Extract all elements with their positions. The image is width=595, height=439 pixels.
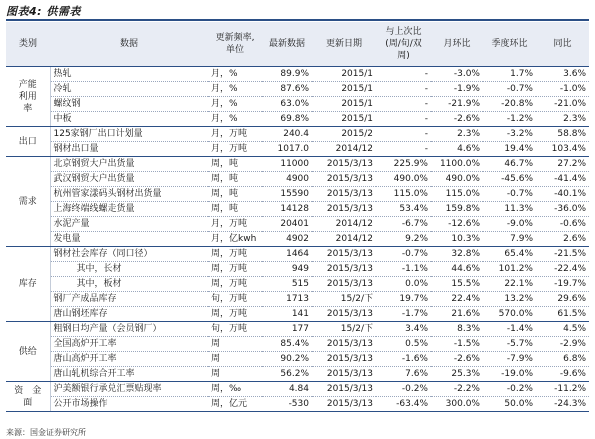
cell-frequency-unit: 月，% xyxy=(208,67,262,82)
column-header: 季度环比 xyxy=(483,22,536,67)
cell-frequency-unit: 周，吨 xyxy=(208,157,262,172)
cell-update-date: 2015/3/13 xyxy=(312,397,376,412)
cell-item-name: 唐山高炉开工率 xyxy=(50,352,208,367)
cell-latest-value: 1713 xyxy=(262,292,312,307)
cell-yoy: -19.7% xyxy=(536,277,589,292)
column-header: 与上次比 (周/旬/双 周) xyxy=(376,22,431,67)
table-row xyxy=(6,247,589,262)
cell-update-date: 2015/1 xyxy=(312,97,376,112)
cell-item-name: 其中，板材 xyxy=(50,277,208,292)
cell-mom: -21.9% xyxy=(431,97,483,112)
cell-frequency-unit: 周，万吨 xyxy=(208,277,262,292)
cell-item-name: 杭州管家漾码头钢材出货量 xyxy=(50,187,208,202)
cell-mom: 4.6% xyxy=(431,142,483,157)
cell-latest-value: 4900 xyxy=(262,172,312,187)
cell-latest-value: 87.6% xyxy=(262,82,312,97)
cell-mom: 32.8% xyxy=(431,247,483,262)
cell-qoq: -7.9% xyxy=(483,352,536,367)
cell-latest-value: 949 xyxy=(262,262,312,277)
cell-update-date: 2014/12 xyxy=(312,217,376,232)
table-row xyxy=(6,232,589,247)
cell-yoy: -11.2% xyxy=(536,382,589,397)
category-cell: 资 金 面 xyxy=(6,382,50,412)
cell-latest-value: 90.2% xyxy=(262,352,312,367)
table-row xyxy=(6,187,589,202)
cell-yoy: -40.1% xyxy=(536,187,589,202)
cell-yoy: 2.6% xyxy=(536,232,589,247)
cell-vs-last: -1.1% xyxy=(376,262,431,277)
table-row xyxy=(6,337,589,352)
cell-vs-last: 225.9% xyxy=(376,157,431,172)
cell-item-name: 武汉钢贸大户出货量 xyxy=(50,172,208,187)
cell-update-date: 2015/3/13 xyxy=(312,337,376,352)
cell-item-name: 唐山轧机综合开工率 xyxy=(50,367,208,382)
cell-item-name: 热轧 xyxy=(50,67,208,82)
cell-yoy: 6.8% xyxy=(536,352,589,367)
cell-mom: 1100.0% xyxy=(431,157,483,172)
cell-item-name: 钢材出口量 xyxy=(50,142,208,157)
cell-vs-last: - xyxy=(376,142,431,157)
cell-qoq: -9.0% xyxy=(483,217,536,232)
cell-yoy: 27.2% xyxy=(536,157,589,172)
cell-yoy: 4.5% xyxy=(536,322,589,337)
cell-item-name: 发电量 xyxy=(50,232,208,247)
cell-qoq: 101.2% xyxy=(483,262,536,277)
table-row xyxy=(6,67,589,82)
cell-qoq: 50.0% xyxy=(483,397,536,412)
cell-mom: -3.0% xyxy=(431,67,483,82)
table-body xyxy=(6,67,589,412)
cell-qoq: -19.0% xyxy=(483,367,536,382)
cell-mom: 22.4% xyxy=(431,292,483,307)
cell-latest-value: 240.4 xyxy=(262,127,312,142)
cell-qoq: -5.7% xyxy=(483,337,536,352)
cell-latest-value: 1464 xyxy=(262,247,312,262)
cell-frequency-unit: 周，吨 xyxy=(208,202,262,217)
column-header: 类别 xyxy=(6,22,50,67)
cell-update-date: 2015/3/13 xyxy=(312,172,376,187)
cell-vs-last: -0.2% xyxy=(376,382,431,397)
cell-mom: 10.3% xyxy=(431,232,483,247)
cell-latest-value: 89.9% xyxy=(262,67,312,82)
cell-mom: 2.3% xyxy=(431,127,483,142)
cell-yoy: -1.0% xyxy=(536,82,589,97)
column-header: 同比 xyxy=(536,22,589,67)
cell-mom: 159.8% xyxy=(431,202,483,217)
cell-latest-value: 85.4% xyxy=(262,337,312,352)
cell-yoy: -24.3% xyxy=(536,397,589,412)
cell-update-date: 2015/3/13 xyxy=(312,187,376,202)
cell-yoy: -9.6% xyxy=(536,367,589,382)
cell-frequency-unit: 周，万吨 xyxy=(208,247,262,262)
cell-latest-value: 1017.0 xyxy=(262,142,312,157)
cell-latest-value: 4.84 xyxy=(262,382,312,397)
cell-yoy: -21.5% xyxy=(536,247,589,262)
cell-update-date: 15/2/下 xyxy=(312,292,376,307)
cell-vs-last: 490.0% xyxy=(376,172,431,187)
cell-frequency-unit: 周 xyxy=(208,337,262,352)
cell-yoy: 29.6% xyxy=(536,292,589,307)
cell-update-date: 2015/3/13 xyxy=(312,382,376,397)
cell-yoy: -0.6% xyxy=(536,217,589,232)
cell-item-name: 粗钢日均产量（会员钢厂） xyxy=(50,322,208,337)
cell-latest-value: 4902 xyxy=(262,232,312,247)
cell-vs-last: -63.4% xyxy=(376,397,431,412)
cell-qoq: 11.3% xyxy=(483,202,536,217)
cell-frequency-unit: 月，% xyxy=(208,97,262,112)
cell-vs-last: - xyxy=(376,82,431,97)
cell-frequency-unit: 周，万吨 xyxy=(208,262,262,277)
cell-latest-value: 11000 xyxy=(262,157,312,172)
cell-frequency-unit: 月，% xyxy=(208,82,262,97)
cell-frequency-unit: 周，万吨 xyxy=(208,307,262,322)
cell-frequency-unit: 周，吨 xyxy=(208,172,262,187)
cell-mom: 490.0% xyxy=(431,172,483,187)
cell-update-date: 2014/12 xyxy=(312,232,376,247)
cell-mom: 25.3% xyxy=(431,367,483,382)
cell-frequency-unit: 月，万吨 xyxy=(208,217,262,232)
cell-yoy: 58.8% xyxy=(536,127,589,142)
cell-vs-last: - xyxy=(376,112,431,127)
category-cell: 产能 利用 率 xyxy=(6,67,50,127)
cell-frequency-unit: 旬，万吨 xyxy=(208,322,262,337)
cell-item-name: 钢厂产成品库存 xyxy=(50,292,208,307)
cell-update-date: 2015/1 xyxy=(312,82,376,97)
cell-frequency-unit: 月，万吨 xyxy=(208,127,262,142)
cell-yoy: -36.0% xyxy=(536,202,589,217)
cell-mom: -1.9% xyxy=(431,82,483,97)
cell-qoq: 1.7% xyxy=(483,67,536,82)
table-row xyxy=(6,202,589,217)
cell-update-date: 2015/3/13 xyxy=(312,277,376,292)
cell-update-date: 2015/1 xyxy=(312,67,376,82)
table-row xyxy=(6,97,589,112)
table-row xyxy=(6,112,589,127)
cell-yoy: 3.6% xyxy=(536,67,589,82)
cell-mom: 115.0% xyxy=(431,187,483,202)
cell-frequency-unit: 周 xyxy=(208,367,262,382)
cell-qoq: -1.2% xyxy=(483,112,536,127)
cell-qoq: -0.7% xyxy=(483,82,536,97)
cell-qoq: 13.2% xyxy=(483,292,536,307)
cell-qoq: -0.7% xyxy=(483,187,536,202)
cell-vs-last: 0.0% xyxy=(376,277,431,292)
cell-item-name: 唐山钢坯库存 xyxy=(50,307,208,322)
cell-item-name: 上海终端线螺走货量 xyxy=(50,202,208,217)
cell-vs-last: - xyxy=(376,127,431,142)
table-header-row xyxy=(6,22,589,67)
cell-yoy: 2.3% xyxy=(536,112,589,127)
cell-vs-last: 115.0% xyxy=(376,187,431,202)
column-header: 数据 xyxy=(50,22,208,67)
column-header: 最新数据 xyxy=(262,22,312,67)
cell-update-date: 2015/3/13 xyxy=(312,352,376,367)
table-row xyxy=(6,382,589,397)
cell-update-date: 2015/3/13 xyxy=(312,202,376,217)
cell-item-name: 其中，长材 xyxy=(50,262,208,277)
cell-mom: 300.0% xyxy=(431,397,483,412)
cell-latest-value: 20401 xyxy=(262,217,312,232)
cell-latest-value: 56.2% xyxy=(262,367,312,382)
cell-yoy: -2.9% xyxy=(536,337,589,352)
cell-mom: -2.6% xyxy=(431,352,483,367)
table-row xyxy=(6,82,589,97)
cell-item-name: 全国高炉开工率 xyxy=(50,337,208,352)
supply-demand-table xyxy=(6,22,589,412)
cell-mom: -2.6% xyxy=(431,112,483,127)
cell-update-date: 2015/3/13 xyxy=(312,157,376,172)
cell-update-date: 2015/3/13 xyxy=(312,262,376,277)
cell-vs-last: 53.4% xyxy=(376,202,431,217)
cell-update-date: 2015/3/13 xyxy=(312,367,376,382)
cell-vs-last: 9.2% xyxy=(376,232,431,247)
chart-title: 图表4: 供需表 xyxy=(6,5,81,18)
cell-qoq: -0.2% xyxy=(483,382,536,397)
table-row xyxy=(6,292,589,307)
column-header: 月环比 xyxy=(431,22,483,67)
table-row xyxy=(6,277,589,292)
cell-mom: 21.6% xyxy=(431,307,483,322)
cell-yoy: -41.4% xyxy=(536,172,589,187)
cell-qoq: -1.4% xyxy=(483,322,536,337)
cell-latest-value: 141 xyxy=(262,307,312,322)
cell-item-name: 沪美额银行承兑汇票贴现率 xyxy=(50,382,208,397)
table-row xyxy=(6,262,589,277)
cell-qoq: 7.9% xyxy=(483,232,536,247)
cell-vs-last: 3.4% xyxy=(376,322,431,337)
table-row xyxy=(6,157,589,172)
cell-qoq: 570.0% xyxy=(483,307,536,322)
category-cell: 供给 xyxy=(6,322,50,382)
cell-frequency-unit: 月，万吨 xyxy=(208,142,262,157)
cell-vs-last: 0.5% xyxy=(376,337,431,352)
cell-latest-value: 63.0% xyxy=(262,97,312,112)
cell-update-date: 2015/3/13 xyxy=(312,247,376,262)
cell-vs-last: -1.6% xyxy=(376,352,431,367)
cell-item-name: 中板 xyxy=(50,112,208,127)
category-cell: 库存 xyxy=(6,247,50,322)
cell-frequency-unit: 月，亿kwh xyxy=(208,232,262,247)
cell-item-name: 钢材社会库存（同口径） xyxy=(50,247,208,262)
cell-yoy: -22.4% xyxy=(536,262,589,277)
cell-item-name: 冷轧 xyxy=(50,82,208,97)
cell-frequency-unit: 周，亿元 xyxy=(208,397,262,412)
cell-latest-value: -530 xyxy=(262,397,312,412)
cell-frequency-unit: 周，‰ xyxy=(208,382,262,397)
cell-latest-value: 177 xyxy=(262,322,312,337)
cell-mom: 44.6% xyxy=(431,262,483,277)
table-row xyxy=(6,397,589,412)
table-row xyxy=(6,322,589,337)
cell-mom: 8.3% xyxy=(431,322,483,337)
cell-qoq: -20.8% xyxy=(483,97,536,112)
cell-qoq: 22.1% xyxy=(483,277,536,292)
cell-update-date: 2015/2 xyxy=(312,127,376,142)
category-cell: 出口 xyxy=(6,127,50,157)
cell-frequency-unit: 周，吨 xyxy=(208,187,262,202)
cell-update-date: 2015/3/13 xyxy=(312,307,376,322)
cell-qoq: -3.2% xyxy=(483,127,536,142)
table-row xyxy=(6,307,589,322)
cell-vs-last: 7.6% xyxy=(376,367,431,382)
cell-item-name: 北京钢贸大户出货量 xyxy=(50,157,208,172)
cell-qoq: 65.4% xyxy=(483,247,536,262)
cell-mom: -12.6% xyxy=(431,217,483,232)
cell-item-name: 水泥产量 xyxy=(50,217,208,232)
cell-latest-value: 15590 xyxy=(262,187,312,202)
table-row xyxy=(6,217,589,232)
cell-item-name: 125家钢厂出口计划量 xyxy=(50,127,208,142)
cell-qoq: 19.4% xyxy=(483,142,536,157)
table-row xyxy=(6,127,589,142)
cell-yoy: -21.0% xyxy=(536,97,589,112)
cell-frequency-unit: 周 xyxy=(208,352,262,367)
cell-update-date: 2015/1 xyxy=(312,112,376,127)
cell-frequency-unit: 月，% xyxy=(208,112,262,127)
cell-latest-value: 515 xyxy=(262,277,312,292)
cell-vs-last: -1.7% xyxy=(376,307,431,322)
table-row xyxy=(6,367,589,382)
cell-mom: 15.5% xyxy=(431,277,483,292)
cell-latest-value: 14128 xyxy=(262,202,312,217)
cell-yoy: 61.5% xyxy=(536,307,589,322)
cell-mom: -2.2% xyxy=(431,382,483,397)
cell-qoq: 46.7% xyxy=(483,157,536,172)
cell-frequency-unit: 旬，万吨 xyxy=(208,292,262,307)
column-header: 更新频率, 单位 xyxy=(208,22,262,67)
source-note: 来源：国金证券研究所 xyxy=(6,428,86,437)
cell-update-date: 15/2/下 xyxy=(312,322,376,337)
cell-vs-last: - xyxy=(376,67,431,82)
table-row xyxy=(6,352,589,367)
table-row xyxy=(6,142,589,157)
cell-vs-last: 19.7% xyxy=(376,292,431,307)
cell-item-name: 公开市场操作 xyxy=(50,397,208,412)
title-rule xyxy=(6,19,589,21)
cell-update-date: 2014/12 xyxy=(312,142,376,157)
cell-item-name: 螺纹钢 xyxy=(50,97,208,112)
table-row xyxy=(6,172,589,187)
cell-vs-last: -0.7% xyxy=(376,247,431,262)
cell-latest-value: 69.8% xyxy=(262,112,312,127)
cell-yoy: 103.4% xyxy=(536,142,589,157)
cell-mom: -1.5% xyxy=(431,337,483,352)
cell-vs-last: - xyxy=(376,97,431,112)
cell-vs-last: -6.7% xyxy=(376,217,431,232)
category-cell: 需求 xyxy=(6,157,50,247)
cell-qoq: -45.6% xyxy=(483,172,536,187)
column-header: 更新日期 xyxy=(312,22,376,67)
